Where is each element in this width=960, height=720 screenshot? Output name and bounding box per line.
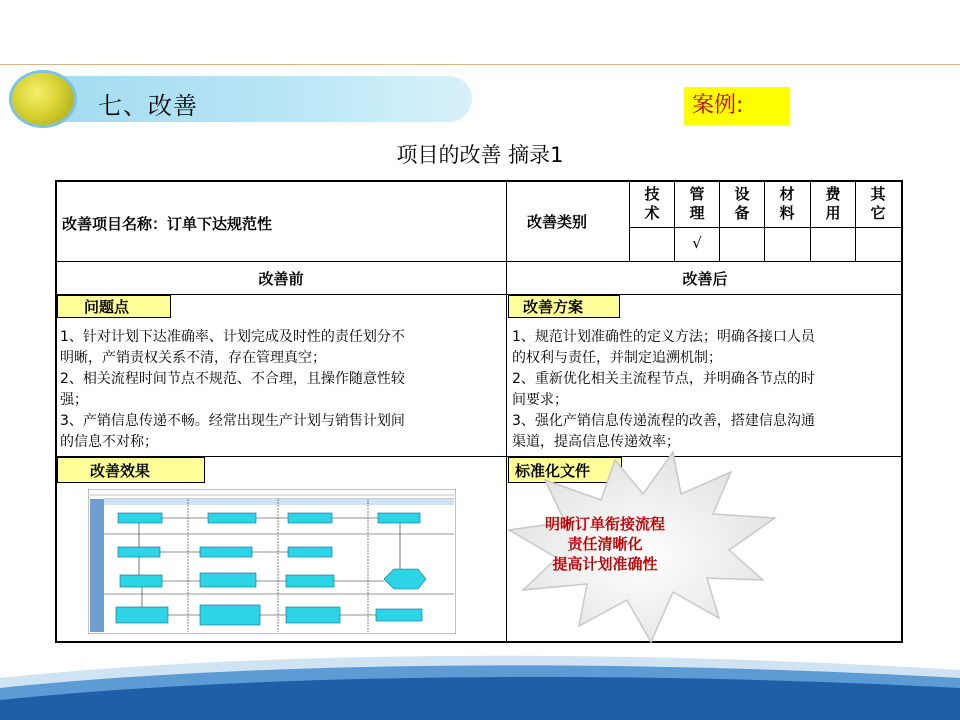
footer-wave [0,648,960,720]
case-label: 案例: [684,87,790,125]
category-material: 材料 [779,185,795,222]
mark-management: √ [692,234,702,252]
item-name: 改善项目名称：订单下达规范性 [62,215,273,233]
column-divider [855,180,856,262]
plan-tag: 改善方案 [508,295,620,318]
process-flowchart-image [88,489,456,634]
problem-text: 1、针对计划下达准确率、计划完成及时性的责任划分不 明晰，产销责权关系不清，存在管理真空； 2、相关流程时间节点不规范、不合理，且操作随意性较 强； 3、产销信息传递不畅。经常出现生产计划与销售计划间 的信息不对称； [60,329,405,450]
section-banner [10,76,472,122]
after-label: 改善后 [682,270,728,288]
plan-text: 1、规范计划准确性的定义方法；明确各接口人员 的权利与责任，并制定追溯机制； 2、重新优化相关主流程节点，并明确各节点的时 间要求； 3、强化产销信息传递流程的改善，搭建信息沟通 渠道，提高信息传递效率； [512,329,815,450]
effect-tag: 改善效果 [57,457,205,483]
banner-ball-icon [12,73,74,125]
column-divider [810,180,811,262]
top-divider [0,64,960,65]
section-title: 七、改善 [98,92,198,120]
row-divider [55,261,903,262]
category-divider [629,227,903,228]
column-divider [629,180,630,262]
category-management: 管理 [689,185,705,222]
problem-tag: 问题点 [57,295,171,318]
before-label: 改善前 [258,270,304,288]
row-divider [55,294,903,295]
category-other: 其它 [870,185,886,222]
column-divider [719,180,720,262]
category-cost: 费用 [825,185,841,222]
standard-tag: 标准化文件 [508,457,622,483]
category-tech: 技术 [644,185,660,222]
category-label: 改善类别 [527,213,588,231]
column-divider [764,180,765,262]
page-title: 项目的改善 摘录1 [396,143,564,167]
burst-text: 明晰订单衔接流程 责任清晰化 提高计划准确性 [544,515,665,573]
category-equipment: 设备 [734,185,750,222]
